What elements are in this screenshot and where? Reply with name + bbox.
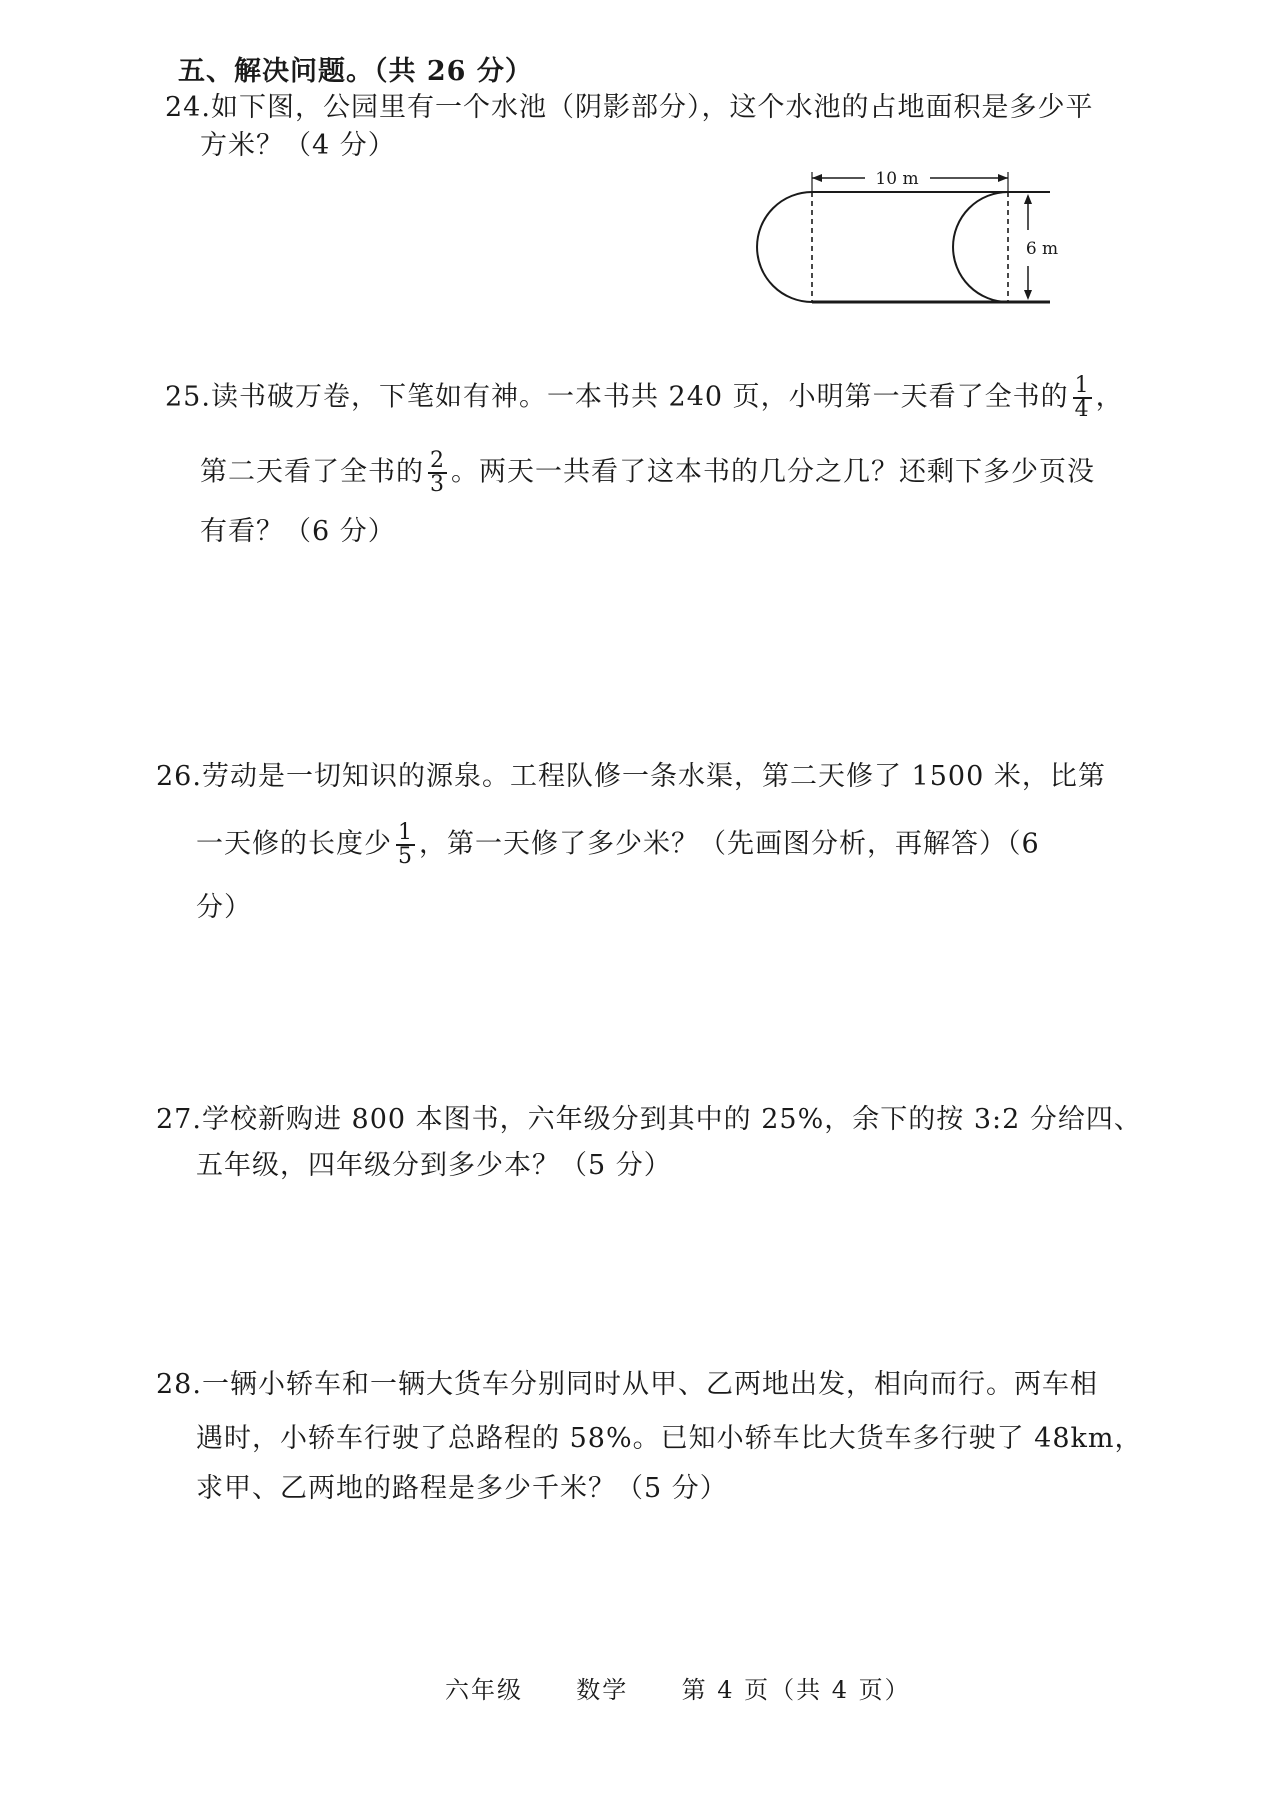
question-26-number: 26. [156,761,202,792]
question-27-line2: 五年级，四年级分到多少本？（5 分） [196,1150,672,1181]
figure-right-semicircle [953,192,1008,302]
question-25-line3: 有看？（6 分） [200,516,396,547]
question-28-line3: 求甲、乙两地的路程是多少千米？（5 分） [196,1473,728,1504]
question-26-line3: 分） [196,892,252,923]
footer-grade: 六年级 [445,1676,523,1704]
figure-width-arrowhead-right [998,174,1008,182]
question-24-text: 如下图，公园里有一个水池（阴影部分），这个水池的占地面积是多少平 [210,92,1094,123]
section-title: 五、解决问题。（共 26 分） [178,56,533,87]
question-25-number: 25. [165,381,211,413]
question-26-line1: 26.劳动是一切知识的源泉。工程队修一条水渠，第二天修了 1500 米，比第 [156,761,1106,792]
figure-left-semicircle [757,192,812,302]
question-26-line2: 一天修的长度少 $\frac{1}{5}$ ，第一天修了多少米？（先画图分析，再解答）（6 [196,820,1040,869]
question-24-line1 [165,88,1093,128]
pool-figure [750,168,1080,318]
question-24-number: 24. [165,92,211,123]
question-25-line2: 第二天看了全书的 $\frac{2}{3}$ 。两天一共看了这本书的几分之几？还剩下多少页没 [200,448,1095,497]
footer-subject: 数学 [576,1676,629,1704]
question-25-line1: 25.读书破万卷，下笔如有神。一本书共 240 页，小明第一天看了全书的 $\frac{1}{4}$ ， [165,373,1124,422]
question-24-line2: 方米？（4 分） [200,130,396,161]
question-27-number: 27. [156,1104,202,1135]
question-28-line1: 28.一辆小轿车和一辆大货车分别同时从甲、乙两地出发，相向而行。两车相 [156,1369,1098,1400]
fraction-2-3: $\frac{2}{3}$ [430,448,445,497]
figure-height-arrowhead-bottom [1024,290,1032,300]
figure-height-label: 6 m [1025,239,1059,259]
fraction-1-4: $\frac{1}{4}$ [1074,373,1090,422]
figure-width-label: 10 m [875,169,919,189]
figure-height-arrowhead-top [1024,194,1032,204]
question-27-line1: 27.学校新购进 800 本图书，六年级分到其中的 25%，余下的按 3:2 分给四、 [156,1104,1142,1135]
question-28-line2: 遇时，小轿车行驶了总路程的 58%。已知小轿车比大货车多行驶了 48km， [196,1423,1143,1454]
footer-page-number: 第 4 页（共 4 页） [681,1676,911,1704]
figure-width-arrowhead-left [812,174,822,182]
fraction-1-5: $\frac{1}{5}$ [398,820,413,869]
question-28-number: 28. [156,1369,202,1400]
footer [445,1670,911,1705]
